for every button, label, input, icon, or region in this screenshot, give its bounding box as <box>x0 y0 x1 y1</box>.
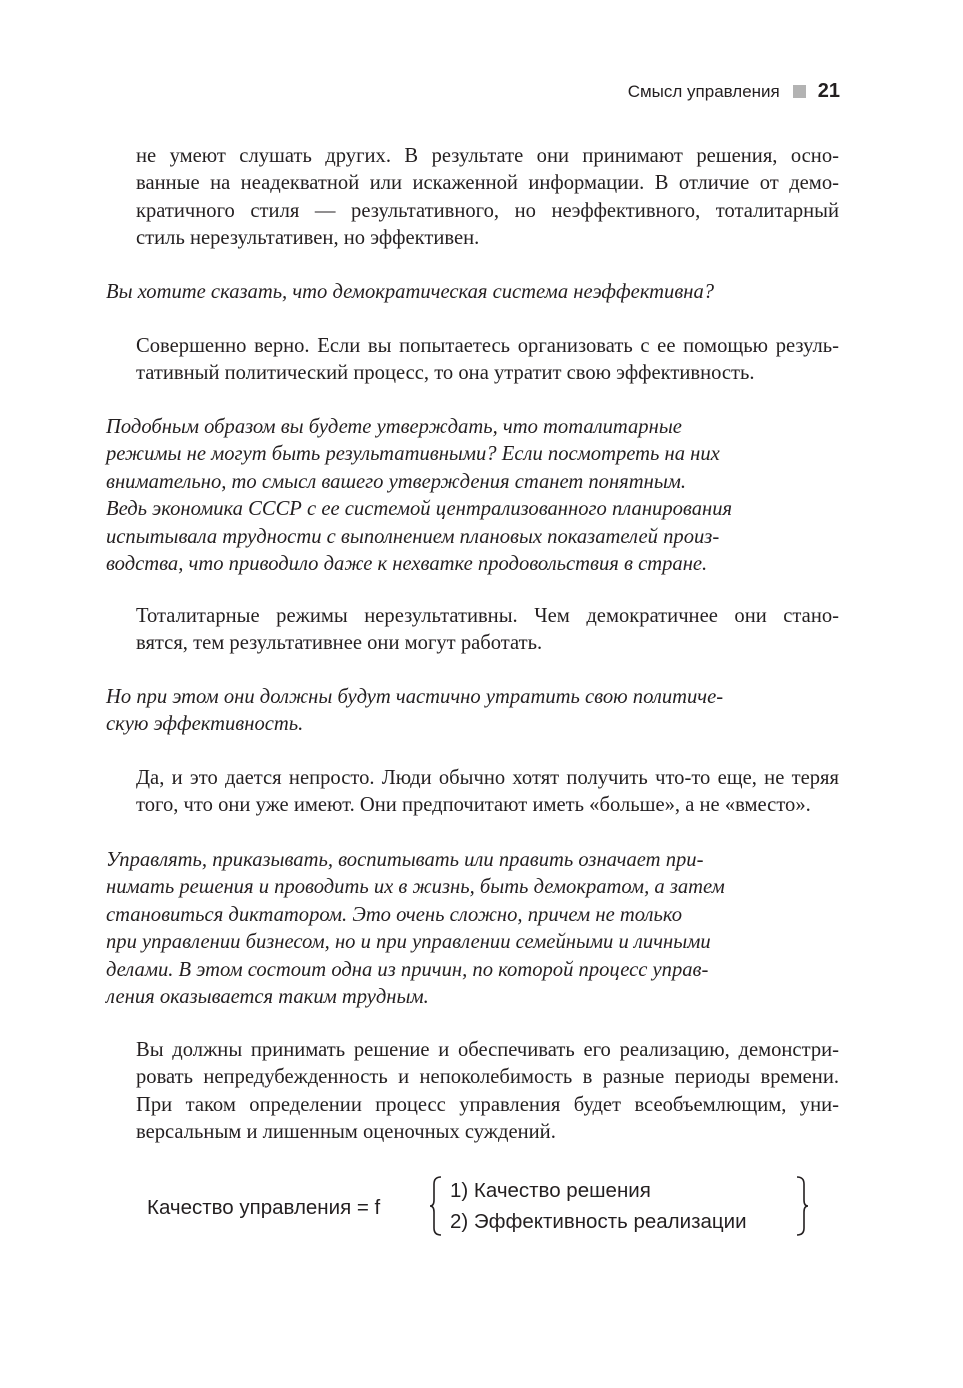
text-line: при управлении бизнесом, но и при управлении семейными и личными <box>106 931 711 954</box>
text-line: Да, и это дается непросто. Люди обычно хотят получить что-то еще, не теряя <box>136 767 839 789</box>
text-line: версальным и лишенным оценочных суждений. <box>136 1121 556 1144</box>
answer-paragraph <box>136 603 839 658</box>
text-line: тативный политический процесс, то она утратит свою эффективность. <box>136 362 755 385</box>
text-line: становиться диктатором. Это очень сложно, причем не только <box>106 903 683 926</box>
text-line: скую эффективность. <box>106 713 304 736</box>
text-line: Подобным образом вы будете утверждать, что тоталитарные <box>106 416 682 438</box>
text-line: При таком определении процесс управления будет всеобъемлющим, уни- <box>136 1093 839 1116</box>
separator-square-icon <box>793 85 806 98</box>
text-line: Вы должны принимать решение и обеспечивать его реализацию, демонстри- <box>136 1039 839 1061</box>
question-paragraph <box>106 684 786 739</box>
right-brace-icon <box>795 1176 809 1236</box>
answer-paragraph <box>136 1037 839 1147</box>
chapter-title: Смысл управления <box>627 81 780 101</box>
question-paragraph <box>106 414 786 578</box>
text-line: водства, что приводило даже к нехватке продовольствия в стране. <box>106 553 708 576</box>
text-line: вятся, тем результативнее они могут работать. <box>136 632 543 655</box>
formula-item-implementation-efficiency: 2) Эффективность реализации <box>450 1210 747 1233</box>
formula-item-decision-quality: 1) Качество решения <box>450 1179 651 1202</box>
text-line: нимать решения и проводить их в жизнь, быть демократом, а затем <box>106 876 725 899</box>
text-line: Тоталитарные режимы нерезультативны. Чем демократичнее они стано- <box>136 605 839 627</box>
text-line: Совершенно верно. Если вы попытаетесь организовать с ее помощью резуль- <box>136 335 839 357</box>
text-line: кратичного стиля — результативного, но неэффективного, тоталитарный <box>136 199 839 222</box>
text-line: того, что они уже имеют. Они предпочитают иметь «больше», а не «вместо». <box>136 794 811 817</box>
answer-paragraph <box>136 765 839 820</box>
question-paragraph <box>106 847 786 1011</box>
question-paragraph <box>106 279 786 306</box>
text-line: Ведь экономика СССР с ее системой централизованного планирования <box>106 498 733 521</box>
answer-paragraph <box>136 333 839 388</box>
text-line: ванные на неадекватной или искаженной информации. В отличие от демо- <box>136 172 839 195</box>
text-line: ления оказывается таким трудным. <box>106 986 429 1009</box>
text-line: Вы хотите сказать, что демократическая система неэффективна? <box>106 281 715 303</box>
running-head <box>628 80 840 103</box>
text-line: стиль нерезультативен, но эффективен. <box>136 227 480 250</box>
text-line: внимательно, то смысл вашего утверждения станет понятным. <box>106 470 687 493</box>
answer-paragraph <box>136 143 839 253</box>
text-line: Управлять, приказывать, воспитывать или править означает при- <box>106 849 704 871</box>
page-number: 21 <box>817 80 840 102</box>
text-line: испытывала трудности с выполнением плановых показателей произ- <box>106 525 720 548</box>
formula-lhs: Качество управления = f <box>147 1196 381 1219</box>
text-line: ровать непредубежденность и непоколебимость в разные периоды времени. <box>136 1066 839 1089</box>
left-brace-icon <box>429 1176 443 1236</box>
quality-formula <box>145 1176 815 1242</box>
text-line: Но при этом они должны будут частично утратить свою политиче- <box>106 686 724 708</box>
text-line: не умеют слушать других. В результате они принимают решения, осно- <box>136 145 839 167</box>
text-line: делами. В этом состоит одна из причин, по которой процесс управ- <box>106 958 709 981</box>
text-line: режимы не могут быть результативными? Если посмотреть на них <box>106 443 720 466</box>
